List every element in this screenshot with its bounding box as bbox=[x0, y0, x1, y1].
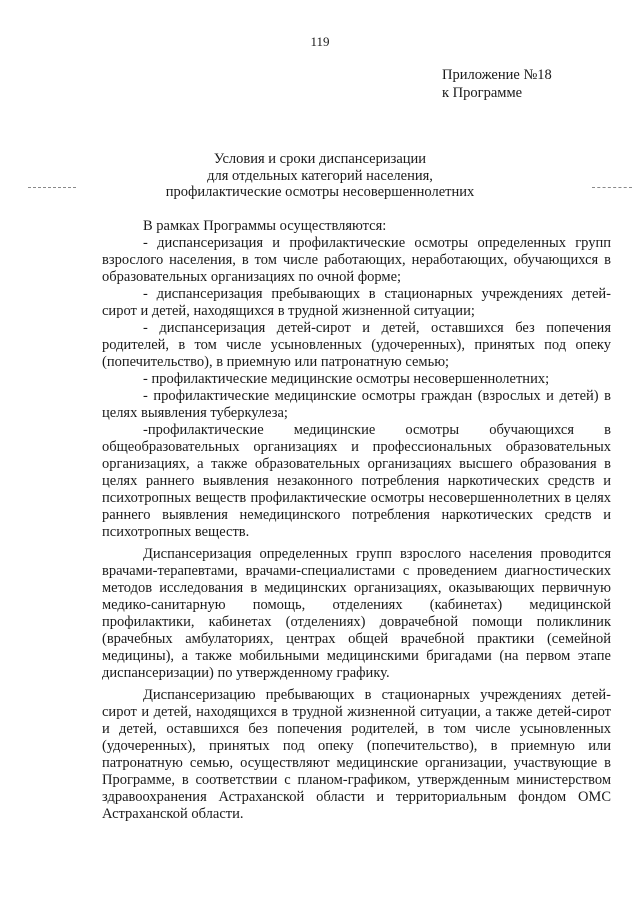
appendix-number: Приложение №18 bbox=[442, 67, 552, 83]
body-paragraph: Диспансеризация определенных групп взрослого населения проводится врачами-терапевтами, врачами-специалистами с проведением диагностических методов исследования в медицинских организациях, оказывающих первичную медико-санитарную помощь, отделениях (кабинетах) медицинской профилактики, кабинетах (отделениях) доврачебной помощи поликлиник (врачебных амбулаториях, центрах общей врачебной практики (семейной медицины), а также мобильными медицинскими бригадами (на первом этапе диспансеризации) по утвержденному графику. bbox=[102, 546, 611, 681]
list-item: - диспансеризация пребывающих в стационарных учреждениях детей-сирот и детей, находящихся в трудной жизненной ситуации; bbox=[102, 286, 611, 319]
intro-paragraph: В рамках Программы осуществляются: bbox=[143, 218, 387, 234]
list-item: - диспансеризация и профилактические осмотры определенных групп взрослого населения, в том числе работающих, неработающих, обучающихся в образовательных организациях по очной форме; bbox=[102, 235, 611, 285]
document-body bbox=[102, 218, 611, 823]
list-item: - профилактические медицинские осмотры граждан (взрослых и детей) в целях выявления туберкулеза; bbox=[102, 388, 611, 421]
appendix-program: к Программе bbox=[442, 85, 523, 101]
body-paragraph: Диспансеризацию пребывающих в стационарных учреждениях детей-сирот и детей, находящихся в трудной жизненной ситуации, а также детей-сирот и детей, оставшихся без попечения родителей, в том числе усыновленных (удочеренных), принятых под опеку (попечительство), в приемную или патронатную семью, осуществляют медицинские организации, участвующие в Программе, в соответствии с планом-графиком, утвержденным министерством здравоохранения Астраханской области и территориальным фондом ОМС Астраханской области. bbox=[102, 687, 611, 822]
scan-artifact-right bbox=[592, 187, 632, 188]
appendix-reference bbox=[442, 66, 552, 102]
page-number: 119 bbox=[310, 34, 330, 49]
list-item: - диспансеризация детей-сирот и детей, оставшихся без попечения родителей, в том числе усыновленных (удочеренных), принятых под опеку (попечительство), в приемную или патронатную семью; bbox=[102, 320, 611, 370]
title-line-3: профилактические осмотры несовершеннолетних bbox=[165, 184, 475, 200]
document-title bbox=[0, 151, 640, 201]
scan-artifact-left bbox=[28, 187, 76, 188]
list-item: - профилактические медицинские осмотры несовершеннолетних; bbox=[143, 371, 550, 387]
title-line-1: Условия и сроки диспансеризации bbox=[213, 151, 427, 167]
list-item: -профилактические медицинские осмотры обучающихся в общеобразовательных организациях и профессиональных образовательных организациях, а также образовательных организациях высшего образования в целях раннего выявления незаконного потребления наркотических средств и психотропных веществ профилактические осмотры несовершеннолетних в целях раннего выявления немедицинского потребления наркотических средств и психотропных веществ. bbox=[102, 422, 611, 540]
title-line-2: для отдельных категорий населения, bbox=[207, 167, 433, 184]
